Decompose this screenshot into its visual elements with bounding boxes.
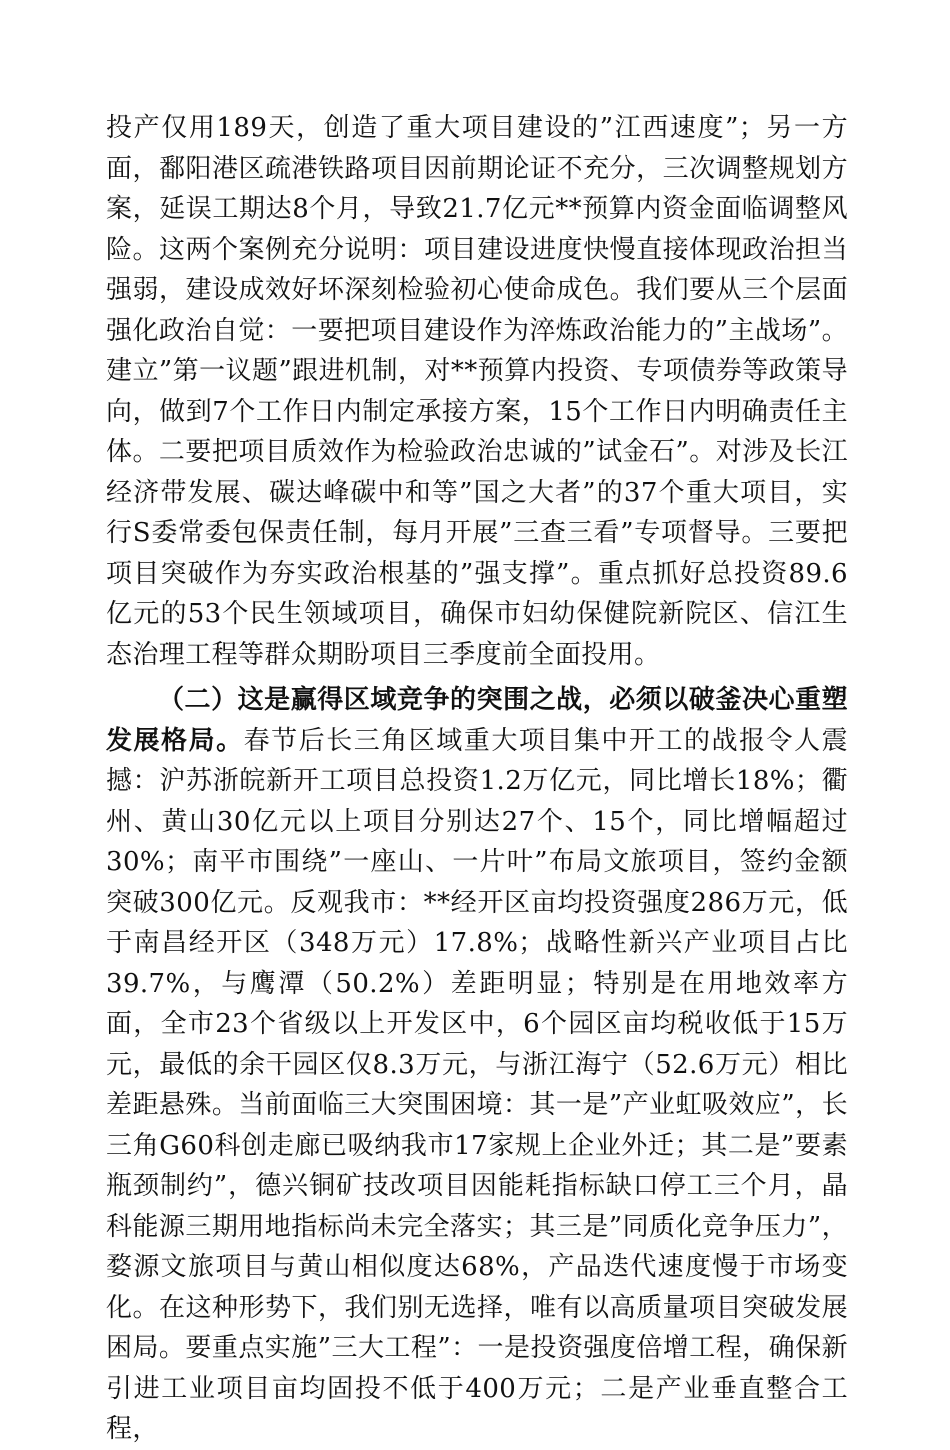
paragraph-political-awareness: 投产仅用189天，创造了重大项目建设的”江西速度”；另一方面，鄱阳港区疏港铁路项目因前期论证不充分，三次调整规划方案，延误工期达8个月，导致21.7亿元**预算内资金面临调整风险。这两个案例充分说明：项目建设进度快慢直接体现政治担当强弱，建设成效好坏深刻检验初心使命成色。我们要从三个层面强化政治自觉：一要把项目建设作为淬炼政治能力的”主战场”。建立”第一议题”跟进机制，对**预算内投资、专项债券等政策导向，做到7个工作日内制定承接方案，15个工作日内明确责任主体。二要把项目质效作为检验政治忠诚的”试金石”。对涉及长江经济带发展、碳达峰碳中和等”国之大者”的37个重大项目，实行S委常委包保责任制，每月开展”三查三看”专项督导。三要把项目突破作为夯实政治根基的”强支撑”。重点抓好总投资89.6亿元的53个民生领域项目，确保市妇幼保健院新院区、信江生态治理工程等群众期盼项目三季度前全面投用。 [106, 113, 848, 670]
paragraph-regional-competition-body: 春节后长三角区域重大项目集中开工的战报令人震撼：沪苏浙皖新开工项目总投资1.2万亿元，同比增长18%；衢州、黄山30亿元以上项目分别达27个、15个，同比增幅超过30%；南平市围绕”一座山、一片叶”布局文旅项目，签约金额突破300亿元。反观我市：**经开区亩均投资强度286万元，低于南昌经开区（348万元）17.8%；战略性新兴产业项目占比39.7%，与鹰潭（50.2%）差距明显；特别是在用地效率方面，全市23个省级以上开发区中，6个园区亩均税收低于15万元，最低的余干园区仅8.3万元，与浙江海宁（52.6万元）相比差距悬殊。当前面临三大突围困境：其一是”产业虹吸效应”，长三角G60科创走廊已吸纳我市17家规上企业外迁；其二是”要素瓶颈制约”，德兴铜矿技改项目因能耗指标缺口停工三个月，晶科能源三期用地指标尚未完全落实；其三是”同质化竞争压力”，婺源文旅项目与黄山相似度达68%，产品迭代速度慢于市场变化。在这种形势下，我们别无选择，唯有以高质量项目突破发展困局。要重点实施”三大工程”：一是投资强度倍增工程，确保新引进工业项目亩均固投不低于400万元；二是产业垂直整合工程， [106, 725, 848, 1444]
section-heading-two: （二）这是赢得区域竞争的突围之战，必须以破釜决心重塑发展格局。 [106, 685, 848, 756]
paragraph-regional-competition [106, 680, 848, 1450]
document-body [106, 108, 848, 1450]
